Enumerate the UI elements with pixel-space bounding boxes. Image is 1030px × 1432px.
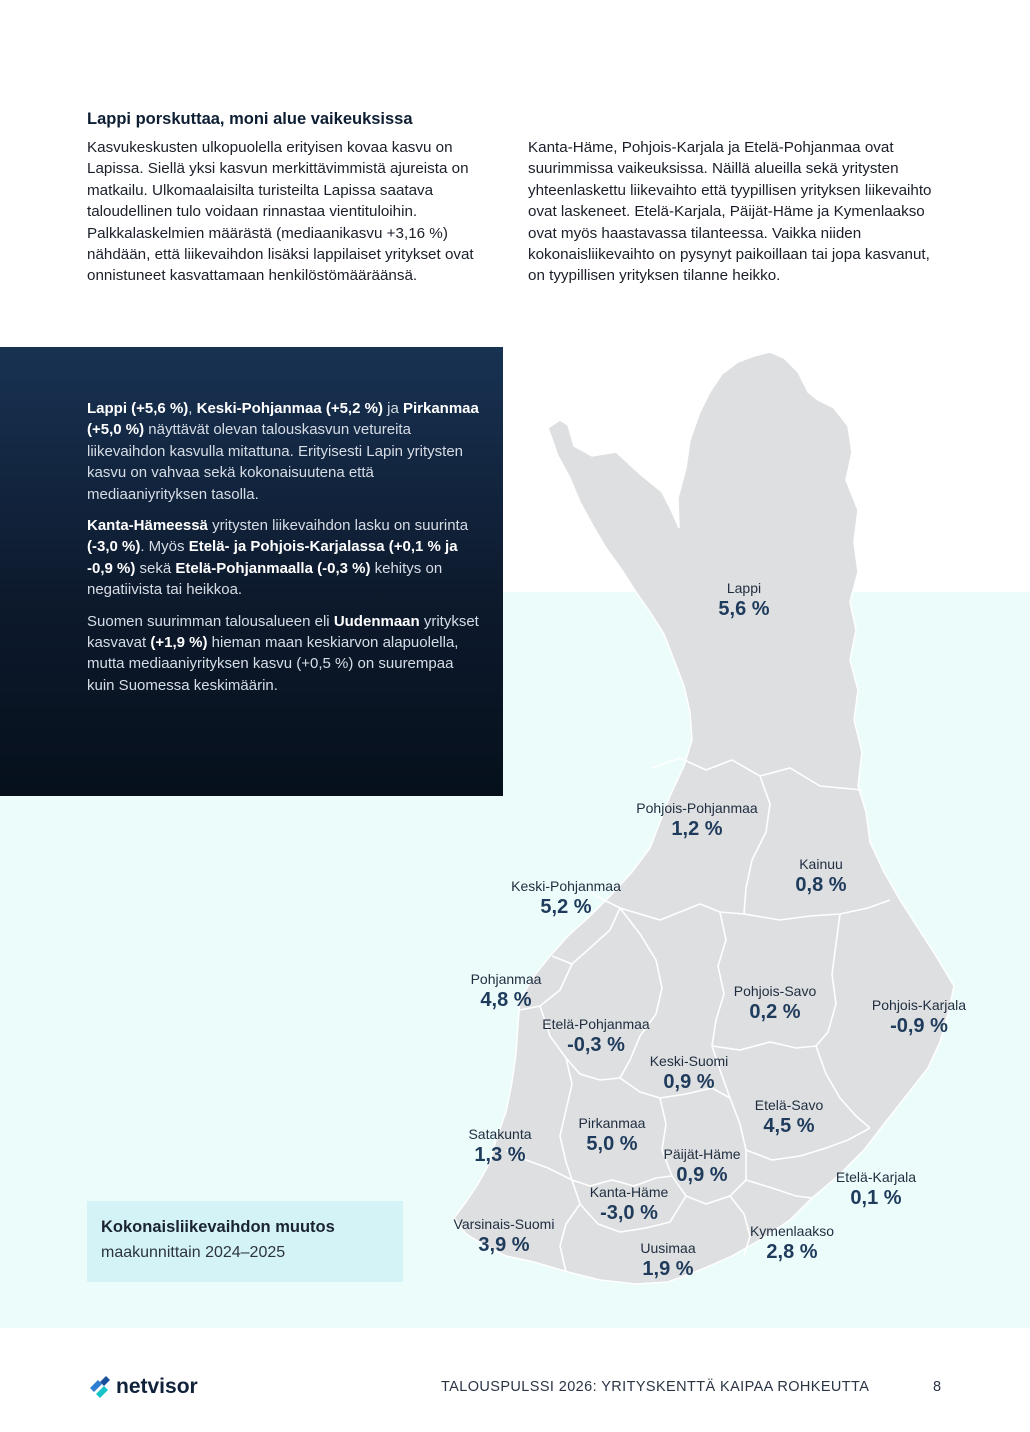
highlight-text-span: yritysten liikevaihdon lasku on suurinta — [207, 517, 469, 535]
region-label — [689, 1097, 889, 1138]
highlight-bold: Kanta-Hämeessä — [87, 517, 208, 535]
highlight-bold: Pirkanmaa (+5,0 %) — [87, 400, 479, 439]
highlight-text-span: yritykset kasvavat — [87, 612, 479, 652]
footer-title: TALOUSPULSSI 2026: YRITYSKENTTÄ KAIPAA ROHKEUTTA — [441, 1379, 870, 1395]
highlight-text-span: kehitys on negatiivista tai heikkoa. — [87, 559, 443, 599]
region-value: 3,9 % — [478, 1234, 530, 1256]
highlight-bold: Lappi (+5,6 %) — [87, 400, 189, 417]
region-value: 0,9 % — [663, 1071, 715, 1093]
right-column-text: Kanta-Häme, Pohjois-Karjala ja Etelä-Pohjanmaa ovat suurimmissa vaikeuksissa. Näillä alueilla sekä yritysten yhteenlaskettu liikevaihto että tyypillisen yrityksen liikevaihto ovat laskeneet. Etelä-Karjala, Päijät-Häme ja Kymenlaakso ovat myös haastavassa tilanteessa. Vaikka niiden kokonaisliikevaihto on pysynyt paikoillaan tai jopa kasvanut, on tyypillisen yrityksen tilanne heikko. — [528, 139, 932, 285]
highlight-text-span: ja — [382, 400, 403, 417]
highlight-bold: (+1,9 %) — [150, 634, 208, 652]
region-name: Keski-Suomi — [649, 1053, 729, 1069]
region-label — [776, 1169, 976, 1210]
highlight-text-span: , — [188, 400, 197, 417]
region-value: -3,0 % — [600, 1202, 658, 1224]
region-label — [819, 997, 1019, 1038]
region-name: Kymenlaakso — [749, 1223, 835, 1239]
region-name: Etelä-Karjala — [835, 1169, 917, 1185]
region-name: Kanta-Häme — [589, 1184, 669, 1200]
region-value: 5,2 % — [540, 896, 592, 918]
highlight-bold: Uudenmaan — [333, 612, 420, 630]
page-number: 8 — [933, 1379, 942, 1395]
region-name: Pohjois-Karjala — [871, 997, 967, 1013]
region-name: Pirkanmaa — [578, 1115, 646, 1131]
legend-title: Kokonaisliikevaihdon muutos — [101, 1218, 335, 1236]
legend-subtitle: maakunnittain 2024–2025 — [101, 1244, 286, 1261]
region-label — [496, 1016, 696, 1057]
region-name: Kainuu — [799, 856, 843, 872]
region-value: 4,5 % — [763, 1115, 815, 1137]
left-column-text: Kasvukeskusten ulkopuolella erityisen kovaa kasvu on Lapissa. Siellä yksi kasvun merkittävimmistä ajureista on matkailu. Ulkomaalaisilta turisteilta Lapissa saatava taloudellinen tulo voidaan rinnastaa vientituloihin. Palkkalaskelmien määrästä (mediaanikasvu +3,16 %) nähdään, että liikevaihdon lisäksi lappilaiset yritykset ovat onnistuneet kasvattamaan henkilöstömääräänsä. — [87, 139, 474, 285]
region-value: -0,3 % — [567, 1034, 625, 1056]
region-name: Etelä-Savo — [754, 1097, 824, 1113]
region-label — [466, 878, 666, 919]
highlight-bold: Etelä-Pohjanmaalla (-0,3 %) — [175, 559, 371, 577]
region-label — [721, 856, 921, 897]
region-name: Pohjois-Pohjanmaa — [636, 800, 758, 816]
region-value: 0,1 % — [850, 1187, 902, 1209]
region-value: 5,0 % — [586, 1133, 638, 1155]
region-name: Lappi — [726, 580, 762, 596]
highlight-text-span: Suomen suurimman talousalueen eli — [87, 612, 334, 630]
region-value: 1,3 % — [474, 1144, 526, 1166]
highlight-text-span: hieman maan keskiarvon alapuolella, mutta mediaaniyrityksen kasvu (+0,5 %) on suurempaa kuin Suomessa keskimäärin. — [87, 634, 459, 694]
region-label — [568, 1240, 768, 1281]
region-name: Uusimaa — [640, 1240, 696, 1256]
region-value: 1,2 % — [671, 818, 723, 840]
region-value: 0,8 % — [795, 874, 847, 896]
region-name: Pohjois-Savo — [733, 983, 817, 999]
region-name: Varsinais-Suomi — [453, 1216, 555, 1232]
region-label — [589, 1053, 789, 1094]
region-value: 4,8 % — [480, 989, 532, 1011]
region-name: Etelä-Pohjanmaa — [542, 1016, 650, 1032]
region-label — [406, 971, 606, 1012]
highlight-bold: (-3,0 %) — [87, 538, 141, 556]
highlight-text-span: . Myös — [140, 538, 189, 556]
section-heading: Lappi porskuttaa, moni alue vaikeuksissa — [87, 110, 413, 128]
region-value: 1,9 % — [642, 1258, 694, 1280]
highlight-bold: Keski-Pohjanmaa (+5,2 %) — [196, 400, 383, 417]
region-name: Päijät-Häme — [663, 1146, 741, 1162]
legend-box — [87, 1201, 403, 1282]
region-name: Keski-Pohjanmaa — [511, 878, 621, 894]
region-value: 0,9 % — [676, 1164, 728, 1186]
region-value: 5,6 % — [718, 598, 770, 620]
highlight-bold: Etelä- ja Pohjois-Karjalassa (+0,1 % ja -0,9 %) — [87, 538, 458, 577]
region-label — [644, 580, 844, 621]
region-name: Pohjanmaa — [470, 971, 542, 987]
highlight-text-span: sekä — [135, 559, 176, 577]
region-name: Satakunta — [468, 1126, 532, 1142]
region-label — [597, 800, 797, 841]
region-label — [602, 1146, 802, 1187]
region-value: 2,8 % — [766, 1241, 818, 1263]
netvisor-logo — [88, 1372, 198, 1402]
region-value: 0,2 % — [749, 1001, 801, 1023]
brand-name: netvisor — [116, 1375, 198, 1398]
region-value: -0,9 % — [890, 1015, 948, 1037]
highlight-text-span: näyttävät olevan talouskasvun vetureita liikevaihdon kasvulla mitattuna. Erityisesti Lapin yritysten kasvu on vahvaa sekä kokonaisuutena että mediaaniyrityksen tasolla. — [87, 421, 464, 503]
netvisor-logo-icon — [88, 1376, 112, 1398]
